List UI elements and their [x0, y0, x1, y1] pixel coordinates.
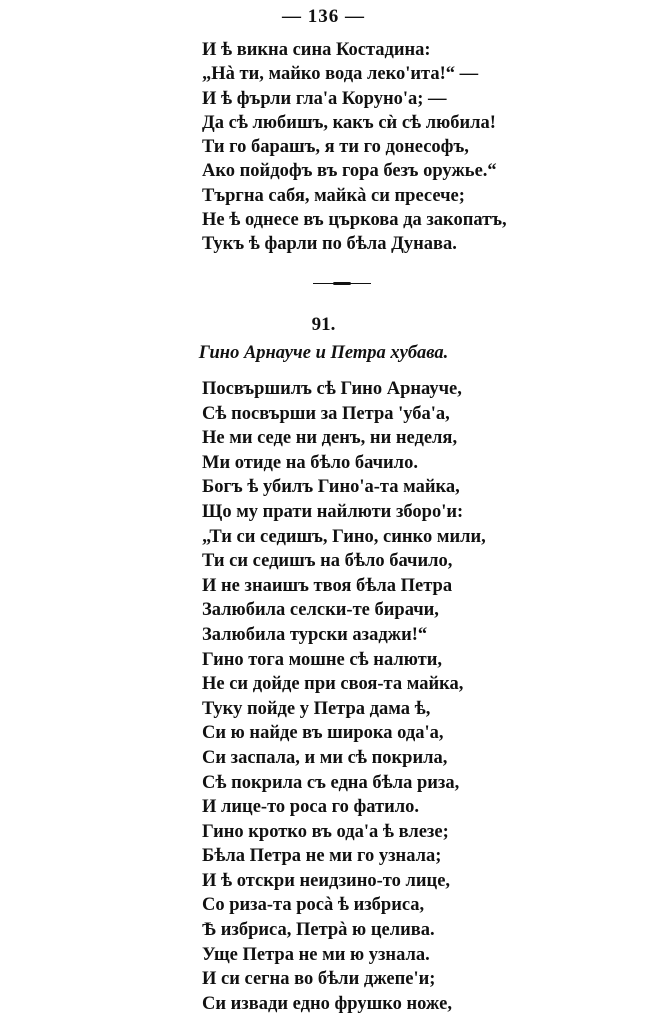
verse-line: И ѣ отскри неидзино-то лице,: [202, 870, 451, 891]
verse-line: Туку пойде у Петра дама ѣ,: [202, 698, 431, 719]
verse-line: Да сѣ любишъ, какъ сѝ сѣ любила!: [202, 112, 496, 133]
verse-line: Ѣ избриса, Петрà ю целива.: [202, 920, 435, 941]
verse-line: Богъ ѣ убилъ Гино'а-та майка,: [202, 477, 460, 498]
verse-line: „Ти си седишъ, Гино, синко мили,: [202, 526, 486, 547]
verse-line: Си заспала, и ми сѣ покрила,: [202, 747, 448, 768]
verse-line: Търгна сабя, майкà си пресече;: [202, 185, 465, 206]
section-divider: [313, 282, 371, 285]
poem-title: Гино Арнауче и Петра хубава.: [198, 343, 449, 363]
verse-line: Що му прати найлюти зборо'и:: [202, 501, 464, 522]
verse-line: Залюбила турски азаджи!“: [202, 624, 428, 645]
verse-line: Сѣ посвърши за Петра 'уба'а,: [202, 403, 450, 424]
verse-line: Си ю найде въ широка ода'а,: [202, 723, 444, 744]
poem-number: 91.: [311, 314, 336, 335]
previous-poem-ending: [202, 38, 632, 257]
verse-line: И ѣ викна сина Костадина:: [202, 40, 431, 60]
verse-line: Не си дойде при своя-та майка,: [202, 674, 464, 695]
verse-line: Ти си седишъ на бѣло бачило,: [202, 551, 453, 572]
verse-line: Не ми седе ни денъ, ни неделя,: [202, 428, 458, 449]
poem-body: [202, 377, 632, 1016]
verse-line: И си сегна во бѣли джепе'и;: [202, 969, 436, 990]
verse-line: Бѣла Петра не ми го узнала;: [202, 846, 442, 867]
verse-line: Гино тога мошне сѣ налюти,: [202, 649, 443, 670]
verse-line: И ѣ фърли гла'а Коруно'а; —: [202, 88, 447, 109]
verse-line: Посвършилъ сѣ Гино Арнауче,: [202, 379, 462, 399]
verse-line: Ми отиде на бѣло бачило.: [202, 452, 418, 473]
verse-line: „Нà ти, майко вода леко'ита!“ —: [202, 64, 479, 85]
verse-line: Уще Петра не ми ю узнала.: [202, 944, 430, 965]
verse-line: Гино кротко въ ода'а ѣ влезе;: [202, 821, 449, 842]
verse-line: И не знаишъ твоя бѣла Петра: [202, 575, 453, 596]
verse-line: Ако пойдофъ въ гора безъ оружье.“: [202, 161, 497, 182]
verse-line: Тукъ ѣ фарли по бѣла Дунава.: [202, 234, 457, 255]
page-number: — 136 —: [282, 6, 365, 27]
verse-line: Ти го барашъ, я ти го донесофъ,: [202, 137, 469, 158]
verse-line: Не ѣ однесе въ църкова да закопатъ,: [202, 210, 507, 231]
verse-line: Со риза-та росà ѣ избриса,: [202, 895, 425, 916]
verse-line: Залюбила селски-те бирачи,: [202, 600, 439, 621]
verse-line: Си извади едно фрушко ноже,: [202, 993, 452, 1014]
verse-line: И лице-то роса го фатило.: [202, 797, 420, 818]
verse-line: Сѣ покрила съ една бѣла риза,: [202, 772, 460, 793]
